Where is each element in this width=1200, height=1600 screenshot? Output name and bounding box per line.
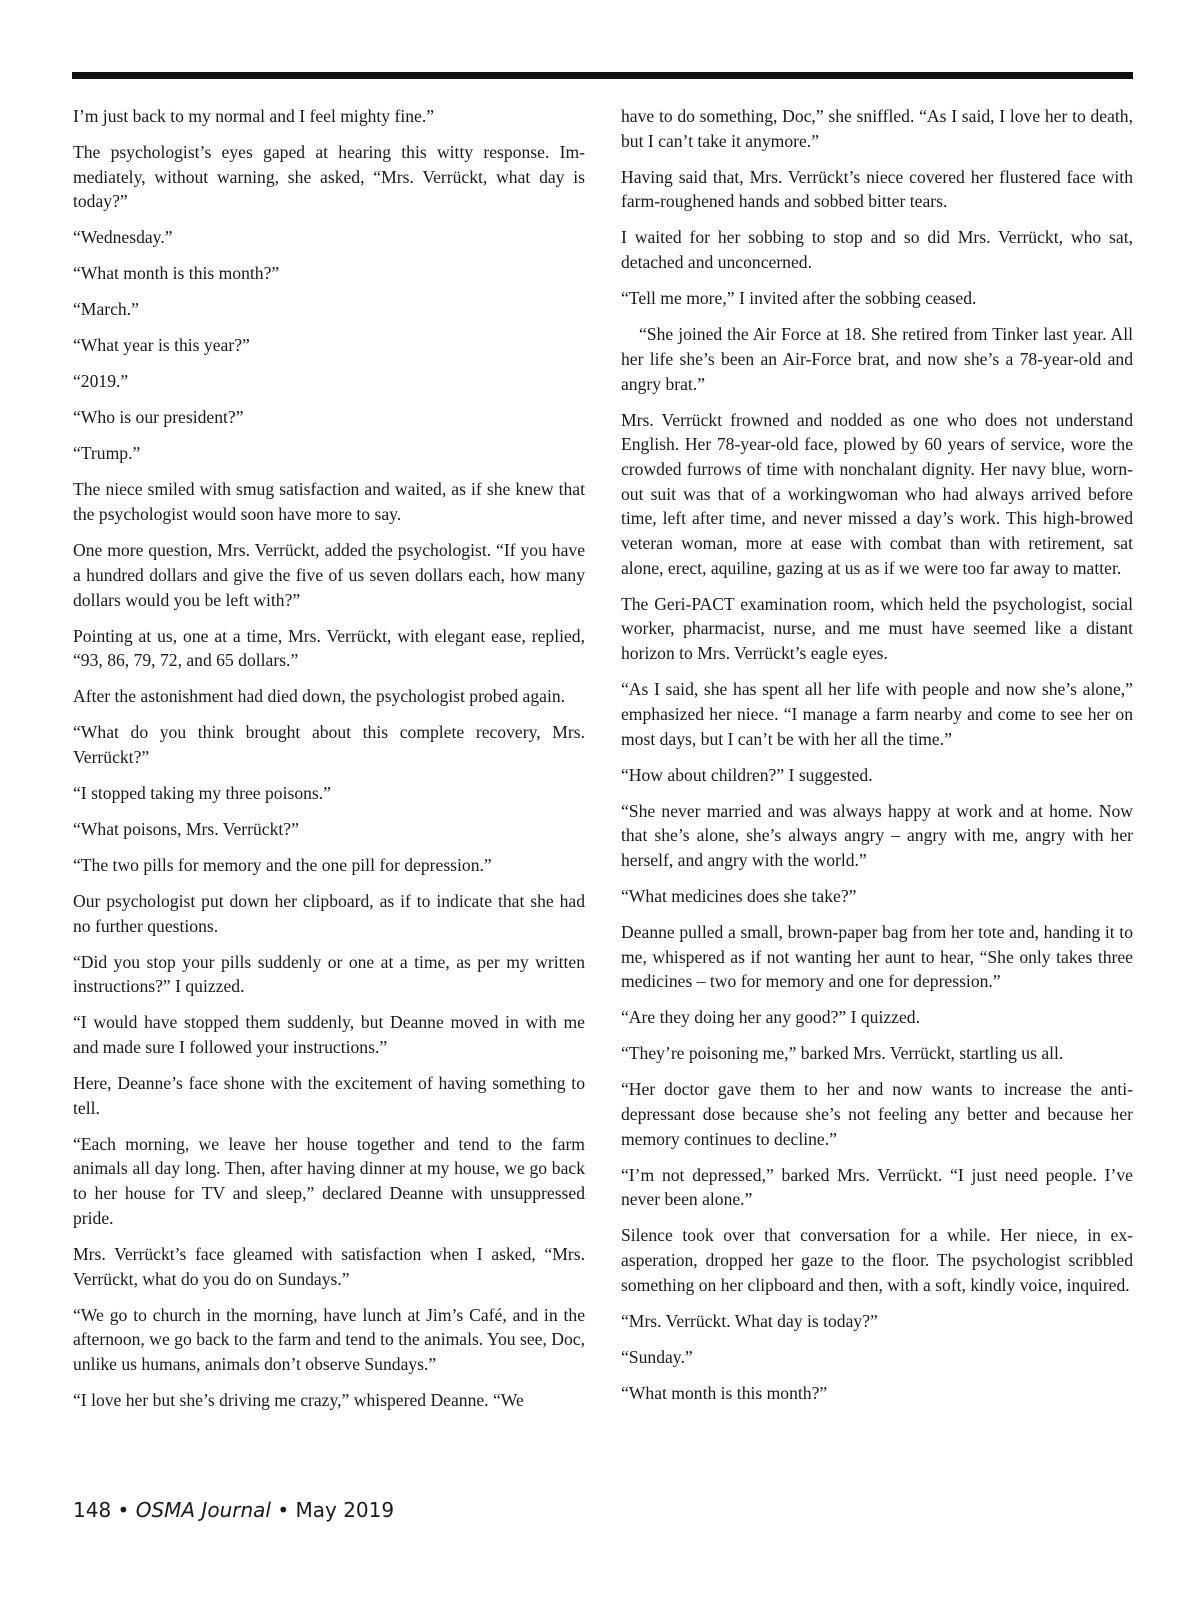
paragraph: I’m just back to my normal and I feel mighty fine.”	[73, 106, 435, 126]
paragraph: “The two pills for memory and the one pill for depression.”	[73, 854, 492, 875]
paragraph: Mrs. Verrückt’s face gleamed with satisfaction when I asked, “Mrs. Verrückt, what do you do on Sundays.”	[73, 1243, 585, 1289]
paragraph: I waited for her sobbing to stop and so did Mrs. Verrückt, who sat, detached and unconcerned.	[621, 227, 1133, 273]
paragraph: have to do something, Doc,” she sniffled. “As I said, I love her to death, but I can’t take it anymore.”	[621, 106, 1133, 151]
paragraph: “Her doctor gave them to her and now wants to increase the antidepressant dose because she’s not feeling any better and because her memory continues to decline.”	[621, 1079, 1133, 1149]
paragraph: “Who is our president?”	[73, 407, 244, 428]
paragraph: The psychologist’s eyes gaped at hearing this witty response. Immediately, without warning, she asked, “Mrs. Verrückt, what day is today?”	[73, 142, 585, 212]
paragraph: “Each morning, we leave her house together and tend to the farm animals all day long. Then, after having dinner at my house, we go back to her house for TV and sleep,” declared Deanne with unsuppressed pride.	[73, 1133, 585, 1228]
paragraph: “She joined the Air Force at 18. She retired from Tinker last year. All her life she’s been an Air-Force brat, and now she’s a 78-year-old and angry brat.”	[621, 324, 1133, 394]
paragraph: The niece smiled with smug satisfaction and waited, as if she knew that the psychologist would soon have more to say.	[73, 479, 585, 525]
paragraph: “What poisons, Mrs. Verrückt?”	[73, 818, 299, 839]
paragraph: Our psychologist put down her clipboard, as if to indicate that she had no further questions.	[73, 890, 585, 936]
paragraph: Deanne pulled a small, brown-paper bag from her tote and, handing it to me, whispered as if not wanting her aunt to hear, “She only takes three medicines – two for memory and one for depression.”	[621, 921, 1133, 992]
left-column	[73, 104, 585, 1424]
issue-date: May 2019	[295, 1498, 395, 1522]
right-column	[621, 104, 1133, 1417]
paragraph: “Tell me more,” I invited after the sobbing ceased.	[621, 288, 977, 309]
paragraph: “Trump.”	[73, 443, 141, 464]
paragraph: “What month is this month?”	[73, 263, 280, 284]
footer-separator: •	[270, 1498, 296, 1522]
paragraph: The Geri-PACT examination room, which held the psychologist, social worker, pharmacist, nurse, and me must have seemed like a distant horizon to Mrs. Verrückt’s eagle eyes.	[621, 593, 1133, 664]
paragraph: Mrs. Verrückt frowned and nodded as one who does not understand English. Her 78-year-old face, plowed by 60 years of service, wore the crowded furrows of time with nonchalant dignity. Her navy blue, worn-out suit was that of a workingwoman who had always arrived before time, left after time, and never missed a day’s work. This high-browed veteran woman, more at ease with combat than with retirement, sat alone, erect, aquiline, gazing at us as if we were too far away to matter.	[621, 409, 1133, 578]
paragraph: One more question, Mrs. Verrückt, added the psychologist. “If you have a hundred dollars and give the five of us seven dollars each, how many dollars would you be left with?”	[73, 540, 585, 610]
top-rule	[72, 72, 1133, 79]
paragraph: “As I said, she has spent all her life with people and now she’s alone,” emphasized her niece. “I manage a farm nearby and come to see her on most days, but I can’t be with her all the time.”	[621, 679, 1133, 749]
page-footer	[73, 1498, 394, 1522]
paragraph: “They’re poisoning me,” barked Mrs. Verrückt, startling us all.	[621, 1043, 1064, 1064]
paragraph: Having said that, Mrs. Verrückt’s niece covered her flustered face with farm-roughened hands and sobbed bitter tears.	[621, 166, 1133, 212]
paragraph: “March.”	[73, 299, 139, 320]
paragraph: “What medicines does she take?”	[621, 885, 857, 906]
paragraph: “Wednesday.”	[73, 227, 173, 248]
paragraph: “What month is this month?”	[621, 1382, 828, 1403]
paragraph: Silence took over that conversation for a while. Her niece, in exasperation, dropped her gaze to the floor. The psychologist scribbled something on her clipboard and then, with a soft, kindly voice, inquired.	[621, 1225, 1133, 1295]
paragraph: “2019.”	[73, 371, 129, 392]
paragraph: “Sunday.”	[621, 1346, 693, 1367]
paragraph: “How about children?” I suggested.	[621, 764, 873, 785]
page-number: 148	[73, 1498, 112, 1522]
footer-separator: •	[111, 1498, 136, 1522]
paragraph: After the astonishment had died down, the psychologist probed again.	[73, 686, 566, 707]
paragraph: “I’m not depressed,” barked Mrs. Verrückt. “I just need people. I’ve never been alone.”	[621, 1164, 1133, 1210]
paragraph: “I would have stopped them suddenly, but Deanne moved in with me and made sure I followed your instructions.”	[73, 1012, 585, 1058]
paragraph: “She never married and was always happy at work and at home. Now that she’s alone, she’s always angry – angry with me, angry with her herself, and angry with the world.”	[621, 800, 1133, 870]
paragraph: “I love her but she’s driving me crazy,” whispered Deanne. “We	[73, 1389, 524, 1410]
paragraph: “What year is this year?”	[73, 335, 250, 356]
journal-name: OSMA Journal	[135, 1498, 271, 1522]
paragraph: “Did you stop your pills suddenly or one at a time, as per my written instructions?” I quizzed.	[73, 951, 585, 997]
paragraph: Pointing at us, one at a time, Mrs. Verrückt, with elegant ease, replied, “93, 86, 79, 72, and 65 dollars.”	[73, 625, 585, 671]
paragraph: Here, Deanne’s face shone with the excitement of having something to tell.	[73, 1073, 585, 1118]
paragraph: “I stopped taking my three poisons.”	[73, 782, 331, 803]
paragraph: “What do you think brought about this complete recovery, Mrs. Verrückt?”	[73, 722, 585, 767]
paragraph: “We go to church in the morning, have lunch at Jim’s Café, and in the afternoon, we go back to the farm and tend to the animals. You see, Doc, unlike us humans, animals don’t observe Sundays.”	[73, 1304, 585, 1374]
paragraph: “Mrs. Verrückt. What day is today?”	[621, 1310, 878, 1331]
paragraph: “Are they doing her any good?” I quizzed.	[621, 1007, 920, 1028]
